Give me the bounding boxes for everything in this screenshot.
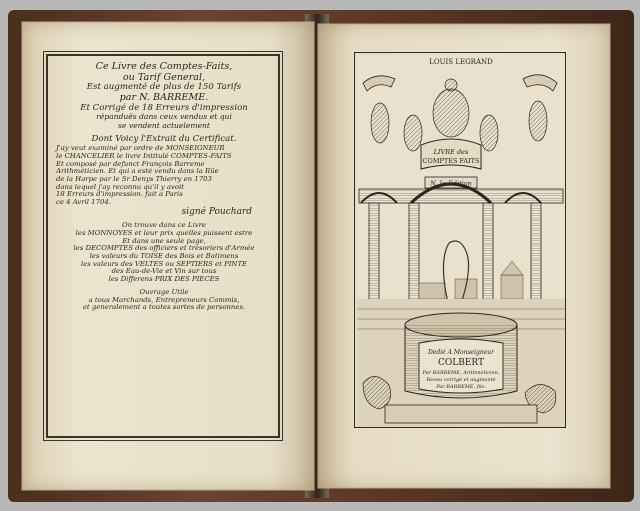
text-line: Et Corrigé de 18 Erreurs d'impression — [80, 102, 248, 113]
dedication-line-3: Par BARREME, Arithméticien, — [422, 370, 500, 376]
text-line: les Differens PRIX DES PIECES — [108, 275, 220, 284]
text-line: par N. BARREME. — [119, 92, 209, 104]
text-line: se vendent actuelement — [118, 120, 210, 130]
plinth — [385, 405, 537, 423]
text-line: Ce Livre des Comptes-Faits, — [95, 61, 233, 72]
text-line: Dont Voicy l'Extrait du Certificat. — [91, 134, 237, 145]
dedication-line-4: Reveu corrigé et augmenté — [426, 377, 496, 383]
canopy-title-1: LIVRE des — [433, 148, 469, 156]
frontispiece-engraving — [354, 52, 566, 428]
text-line: le CHANCELIER le livre Intitulé COMPTES-FAITS — [56, 151, 232, 160]
text-line: les MONNOYES et leur prix quelles puissent estre — [75, 228, 253, 237]
text-line: les valeurs du TOISE des Bois et Batimens — [89, 251, 239, 260]
dedication-line-5: Par BARREME, fils. — [436, 384, 486, 390]
text-line: et generalement a toutes sortes de personnes. — [82, 303, 246, 312]
text-line: ou Tarif General, — [122, 71, 206, 83]
text-line: dans lequel j'ay reconnu qu'il y avoit — [56, 182, 184, 191]
text-line: On trouve dans ce Livre — [122, 221, 206, 230]
text-line: Arithméticien. Et qui a esté vendu dans la Rüe — [56, 167, 219, 176]
text-line: ce 4 Avril 1704. — [56, 198, 111, 207]
engraving-illustration — [355, 53, 567, 429]
text-line: les valeurs des VELTES ou SEPTIERS et PINTE — [80, 259, 248, 268]
text-line: signé Pouchard — [181, 206, 252, 217]
text-line: Et dans une seule page, — [122, 236, 206, 245]
dedication-line-1: Dedié A Monseigneur — [428, 349, 494, 356]
text-line: 18 Erreurs d'impression. fait a Paris — [56, 190, 183, 199]
text-line: les DECOMPTES des officiers et trésoriers d'Armée — [73, 244, 255, 253]
canopy-title-2: COMPTES FAITS — [422, 157, 480, 165]
text-line: J'ay veut examiné par ordre de MONSEIGNEUR — [56, 144, 225, 153]
text-line: de la Harpe par le Sr Denys Thierry en 1703 — [56, 175, 212, 184]
text-line: répanduës dans ceux vendus et qui — [96, 112, 232, 122]
text-line: Ouvrage Utile — [139, 287, 189, 296]
text-line: des Eau-de-Vie et Vin sur tous — [111, 267, 217, 276]
left-page-text-frame — [46, 54, 280, 438]
text-line: a tous Marchands, Entrepreneurs Commis, — [88, 295, 240, 304]
text-line: Et composé par defunct François Barreme — [56, 159, 205, 168]
text-line: Est augmenté de plus de 150 Tarifs — [86, 82, 242, 93]
engraver-label: LOUIS LEGRAND — [429, 58, 493, 66]
dedication-line-2: COLBERT — [437, 358, 485, 368]
edition-label: N. Ie Edition — [430, 179, 472, 188]
